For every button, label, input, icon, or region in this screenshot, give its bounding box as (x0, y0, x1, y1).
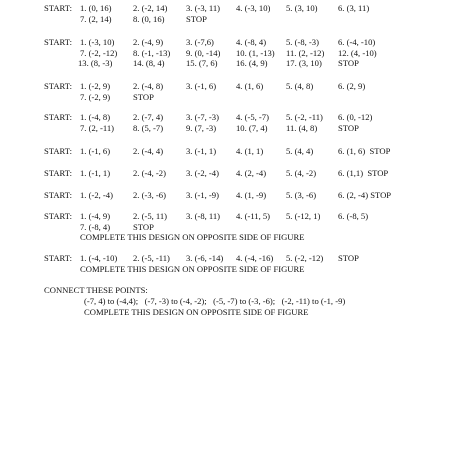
point-entry: 11. (4, 8) (286, 122, 318, 133)
point-entry: 15. (7, 6) (186, 58, 218, 68)
point-entry: 5. (4, 4) (286, 146, 314, 156)
point-entry: 7. (-2, -12) (80, 47, 118, 58)
point-entry: 9. (7, -3) (186, 122, 217, 133)
point-entry: 6. (-4, -10) (338, 37, 376, 47)
start-label: START: (44, 112, 72, 122)
point-entry: 3. (-7,6) (186, 37, 214, 47)
point-entry: 6. (-8, 5) (338, 211, 369, 221)
point-entry: 2. (-7, 4) (133, 112, 164, 122)
point-entry: 10. (7, 4) (236, 122, 268, 133)
start-label: START: (44, 81, 72, 91)
point-entry: 3. (-1, 6) (186, 81, 217, 91)
connect-heading: CONNECT THESE POINTS: (44, 285, 148, 295)
point-entry: 9. (0, -14) (186, 47, 221, 58)
point-entry: 6. (1, 6) STOP (338, 146, 391, 156)
point-entry: 4. (2, -4) (236, 168, 267, 178)
point-entry: STOP (133, 91, 154, 102)
start-label: START: (44, 146, 72, 156)
point-entry: 2. (-2, 14) (133, 3, 168, 13)
point-entry: 3. (-7, -3) (186, 112, 219, 122)
start-label: START: (44, 3, 72, 13)
point-entry: 11. (2, -12) (286, 47, 325, 58)
point-entry: 6. (0, -12) (338, 112, 373, 122)
point-entry: 6. (2, 9) (338, 81, 366, 91)
point-entry: 6. (1,1) STOP (338, 168, 389, 178)
point-entry: 2. (-3, -6) (133, 190, 166, 200)
connect-note: COMPLETE THIS DESIGN ON OPPOSITE SIDE OF FIGURE (84, 307, 309, 317)
point-entry: 4. (-5, -7) (236, 112, 269, 122)
point-entry: STOP (338, 253, 359, 263)
point-entry: 6. (3, 11) (338, 3, 370, 13)
point-entry: 1. (-4, 8) (80, 112, 111, 122)
point-entry: 7. (2, -11) (80, 122, 115, 133)
point-entry: 5. (-12, 1) (286, 211, 321, 221)
point-entry: 1. (-1, 6) (80, 146, 111, 156)
point-entry: 5. (3, 10) (286, 3, 318, 13)
point-entry: STOP (133, 221, 154, 232)
point-entry: 3. (-6, -14) (186, 253, 224, 263)
point-entry: 5. (4, -2) (286, 168, 317, 178)
point-entry: 17. (3, 10) (286, 58, 322, 68)
point-entry: 4. (1, 1) (236, 146, 264, 156)
point-entry: 2. (-4, -2) (133, 168, 166, 178)
point-entry: 16. (4, 9) (236, 58, 268, 68)
point-entry: 1. (-4, -10) (80, 253, 118, 263)
start-label: START: (44, 253, 72, 263)
section-note: COMPLETE THIS DESIGN ON OPPOSITE SIDE OF FIGURE (80, 232, 305, 242)
start-label: START: (44, 190, 72, 200)
point-entry: 4. (-4, -16) (236, 253, 274, 263)
section-note: COMPLETE THIS DESIGN ON OPPOSITE SIDE OF FIGURE (80, 263, 305, 274)
start-label: START: (44, 168, 72, 178)
point-entry: 5. (4, 8) (286, 81, 314, 91)
point-entry: STOP (338, 122, 359, 133)
point-entry: 2. (-5, -11) (133, 253, 170, 263)
point-entry: 8. (0, 16) (133, 13, 165, 24)
point-entry: 1. (-2, -4) (80, 190, 113, 200)
point-entry: 10. (1, -13) (236, 47, 275, 58)
point-entry: 2. (-4, 8) (133, 81, 164, 91)
point-entry: 7. (2, 14) (80, 13, 112, 24)
point-entry: 1. (-4, 9) (80, 211, 111, 221)
point-entry: 1. (-2, 9) (80, 81, 111, 91)
point-entry: 2. (-4, 4) (133, 146, 164, 156)
point-entry: 3. (-1, -9) (186, 190, 219, 200)
point-entry: 5. (-8, -3) (286, 37, 319, 47)
point-entry: 14. (8, 4) (133, 58, 165, 68)
point-entry: 3. (-2, -4) (186, 168, 219, 178)
point-entry: 5. (-2, -11) (286, 112, 323, 122)
point-entry: STOP (338, 58, 359, 68)
point-entry: 8. (5, -7) (133, 122, 164, 133)
point-entry: 2. (-5, 11) (133, 211, 168, 221)
point-entry: 4. (-8, 4) (236, 37, 267, 47)
point-entry: 8. (-1, -13) (133, 47, 171, 58)
point-entry: 1. (-3, 10) (80, 37, 115, 47)
point-entry: 4. (-3, 10) (236, 3, 271, 13)
point-entry: 3. (-8, 11) (186, 211, 221, 221)
point-entry: 1. (0, 16) (80, 3, 112, 13)
point-entry: 5. (-2, -12) (286, 253, 324, 263)
point-entry: 3. (-1, 1) (186, 146, 217, 156)
point-entry: 3. (-3, 11) (186, 3, 221, 13)
point-entry: 4. (1, -9) (236, 190, 267, 200)
point-entry: 6. (2, -4) STOP (338, 190, 392, 200)
connect-line: (-7, 4) to (-4,4); (-7, -3) to (-4, -2); (-5, -7) to (-3, -6); (-2, -11) to (-1, -9) (84, 296, 346, 306)
point-entry: 13. (8, -3) (78, 58, 113, 68)
point-entry: STOP (186, 13, 207, 24)
point-entry: 5. (3, -6) (286, 190, 317, 200)
point-entry: 7. (-2, 9) (80, 91, 111, 102)
point-entry: 7. (-8, 4) (80, 221, 111, 232)
point-entry: 4. (1, 6) (236, 81, 264, 91)
start-label: START: (44, 211, 72, 221)
point-entry: 4. (-11, 5) (236, 211, 271, 221)
start-label: START: (44, 37, 72, 47)
point-entry: 2. (-4, 9) (133, 37, 164, 47)
point-entry: 12. (4, -10) (338, 47, 377, 58)
point-entry: 1. (-1, 1) (80, 168, 111, 178)
